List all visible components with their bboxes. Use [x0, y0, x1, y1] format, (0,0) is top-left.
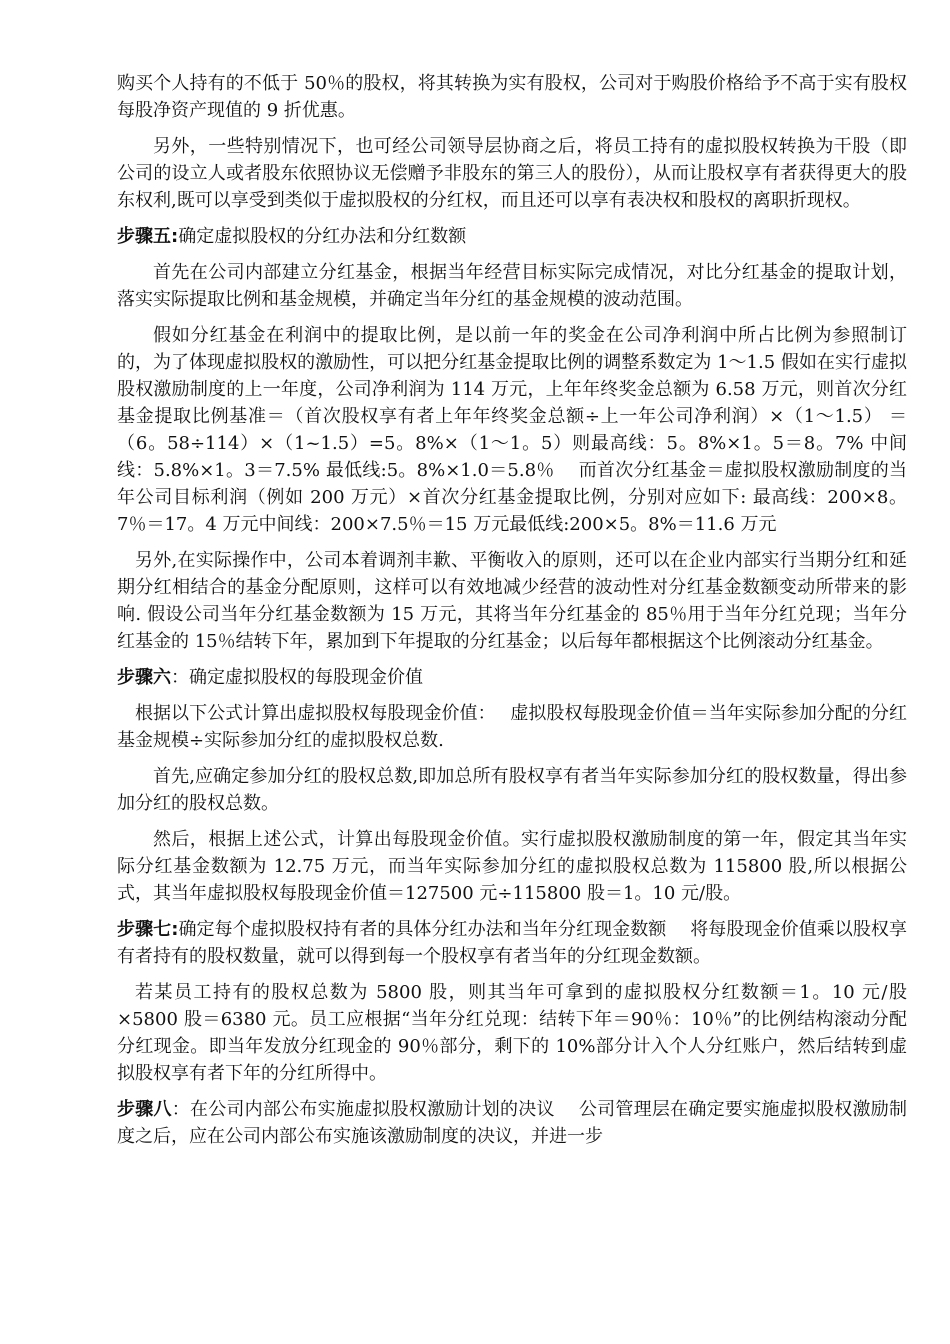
paragraph-deferred-dividend: 另外,在实际操作中，公司本着调剂丰歉、平衡收入的原则，还可以在企业内部实行当期分红和延期分红相结合的基金分配原则，这样可以有效地减少经营的波动性对分红基金数额变动所带来的影响. 假设公司当年分红基金数额为 15 万元，其将当年分红基金的 85％用于当年分红兑现；当年分红基金的 15％结转下年，累加到下年提取的分红基金；以后每年都根据这个比例滚动分红基金。 — [117, 550, 907, 652]
step-six-text: ：确定虚拟股权的每股现金价值 — [171, 667, 423, 688]
step-five-text: 确定虚拟股权的分红办法和分红数额 — [178, 226, 467, 247]
paragraph-fund-setup: 首先在公司内部建立分红基金，根据当年经营目标实际完成情况，对比分红基金的提取计划，落实实际提取比例和基金规模，并确定当年分红的基金规模的波动范围。 — [117, 262, 907, 310]
step-six-heading — [117, 664, 907, 691]
paragraph-fund-calculation: 假如分红基金在利润中的提取比例，是以前一年的奖金在公司净利润中所占比例为参照制订的，为了体现虚拟股权的激励性，可以把分红基金提取比例的调整系数定为 1～1.5 假如在实行虚拟股权激励制度的上一年度，公司净利润为 114 万元，上年年终奖金总额为 6.58 万元，则首次分红基金提取比例基准＝（首次股权享有者上年年终奖金总额÷上一年公司净利润）×（1～1.5） ＝（6。58÷114）×（1~1.5）=5。8%×（1～1。5）则最高线：5。8%×1。5＝8。7% 中间线：5.8%×1。3＝7.5% 最低线:5。8%×1.0＝5.8％ 而首次分红基金＝虚拟股权激励制度的当年公司目标利润（例如 200 万元）×首次分红基金提取比例，分别对应如下: 最高线：200×8。7％＝17。4 万元中间线：200×7.5％＝15 万元最低线:200×5。8%＝11.6 万元 — [117, 325, 907, 535]
paragraph-employee-example: 若某员工持有的股权总数为 5800 股，则其当年可拿到的虚拟股权分红数额＝1。10 元/股×5800 股＝6380 元。员工应根据“当年分红兑现：结转下年＝90％：10％”的比例结构滚动分配分红现金。即当年发放分红现金的 90％部分，剩下的 10%部分计入个人分红账户，然后结转到虚拟股权享有者下年的分红所得中。 — [117, 982, 907, 1084]
paragraph-share-purchase: 购买个人持有的不低于 50％的股权，将其转换为实有股权，公司对于购股价格给予不高于实有股权每股净资产现值的 9 折优惠。 — [117, 73, 907, 121]
paragraph-cash-value: 然后，根据上述公式，计算出每股现金价值。实行虚拟股权激励制度的第一年，假定其当年实际分红基金数额为 12.75 万元，而当年实际参加分红的虚拟股权总数为 115800 股,所以根据公式，其当年虚拟股权每股现金价值＝127500 元÷115800 股＝1。10 元/股。 — [117, 829, 907, 904]
document-page — [117, 70, 907, 1159]
step-eight-label: 步骤八 — [117, 1099, 172, 1120]
step-seven-text: 确定每个虚拟股权持有者的具体分红办法和当年分红现金数额 将每股现金价值乘以股权享有者持有的股权数量，就可以得到每一个股权享有者当年的分红现金数额。 — [117, 919, 908, 967]
paragraph-total-shares: 首先,应确定参加分红的股权总数,即加总所有股权享有者当年实际参加分红的股权数量，得出参加分红的股权总数。 — [117, 766, 907, 814]
step-seven-label: 步骤七: — [117, 919, 179, 940]
step-five-label: 步骤五: — [117, 226, 179, 247]
step-six-label: 步骤六 — [117, 667, 171, 688]
step-seven-heading — [117, 916, 907, 970]
step-five-heading — [117, 223, 907, 250]
paragraph-dry-shares: 另外，一些特别情况下，也可经公司领导层协商之后，将员工持有的虚拟股权转换为干股（即公司的设立人或者股东依照协议无偿赠予非股东的第三人的股份），从而让股权享有者获得更大的股东权利,既可以享受到类似于虚拟股权的分红权，而且还可以享有表决权和股权的离职折现权。 — [117, 136, 907, 211]
paragraph-formula: 根据以下公式计算出虚拟股权每股现金价值： 虚拟股权每股现金价值＝当年实际参加分配的分红基金规模÷实际参加分红的虚拟股权总数. — [117, 703, 907, 751]
step-eight-heading — [117, 1096, 907, 1150]
step-eight-text: ：在公司内部公布实施虚拟股权激励计划的决议 公司管理层在确定要实施虚拟股权激励制度之后，应在公司内部公布实施该激励制度的决议，并进一步 — [117, 1099, 908, 1147]
